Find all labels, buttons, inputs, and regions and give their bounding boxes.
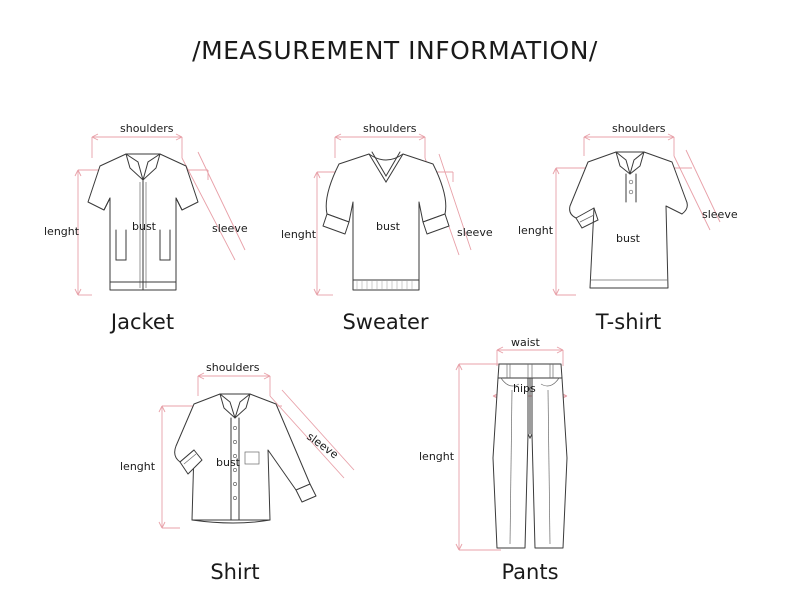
jacket-caption: Jacket bbox=[110, 310, 175, 334]
jacket-label-shoulders: shoulders bbox=[120, 122, 174, 135]
sweater-label-sleeve: sleeve bbox=[457, 226, 493, 239]
shirt-caption: Shirt bbox=[210, 560, 260, 584]
jacket-label-bust: bust bbox=[132, 220, 156, 233]
garment-card-shirt bbox=[110, 350, 360, 600]
garment-card-jacket bbox=[30, 110, 255, 345]
shirt-shape bbox=[175, 394, 316, 523]
jacket-label-lenght: lenght bbox=[44, 225, 80, 238]
sweater-caption: Sweater bbox=[342, 310, 429, 334]
jacket-diagram bbox=[30, 110, 255, 310]
shirt-diagram bbox=[110, 350, 360, 565]
shirt-label-shoulders: shoulders bbox=[206, 361, 260, 374]
tshirt-label-lenght: lenght bbox=[518, 224, 554, 237]
tshirt-diagram bbox=[516, 110, 741, 310]
shirt-label-bust: bust bbox=[216, 456, 240, 469]
pants-caption: Pants bbox=[501, 560, 559, 584]
tshirt-shape bbox=[570, 152, 688, 288]
jacket-label-sleeve: sleeve bbox=[212, 222, 248, 235]
page-title: /MEASUREMENT INFORMATION/ bbox=[192, 36, 598, 65]
pants-diagram bbox=[415, 338, 645, 566]
sweater-diagram bbox=[273, 110, 498, 310]
sweater-label-lenght: lenght bbox=[281, 228, 317, 241]
shirt-label-sleeve: sleeve bbox=[304, 429, 341, 462]
tshirt-label-sleeve: sleeve bbox=[702, 208, 738, 221]
sweater-label-bust: bust bbox=[376, 220, 400, 233]
pants-label-lenght: lenght bbox=[419, 450, 455, 463]
tshirt-label-bust: bust bbox=[616, 232, 640, 245]
shirt-label-lenght: lenght bbox=[120, 460, 156, 473]
sweater-label-shoulders: shoulders bbox=[363, 122, 417, 135]
tshirt-caption: T-shirt bbox=[595, 310, 662, 334]
garment-card-pants bbox=[415, 338, 645, 600]
pants-label-waist: waist bbox=[511, 338, 540, 349]
garment-card-tshirt bbox=[516, 110, 741, 345]
tshirt-label-shoulders: shoulders bbox=[612, 122, 666, 135]
pants-label-hips: hips bbox=[513, 382, 536, 395]
garment-card-sweater bbox=[273, 110, 498, 345]
